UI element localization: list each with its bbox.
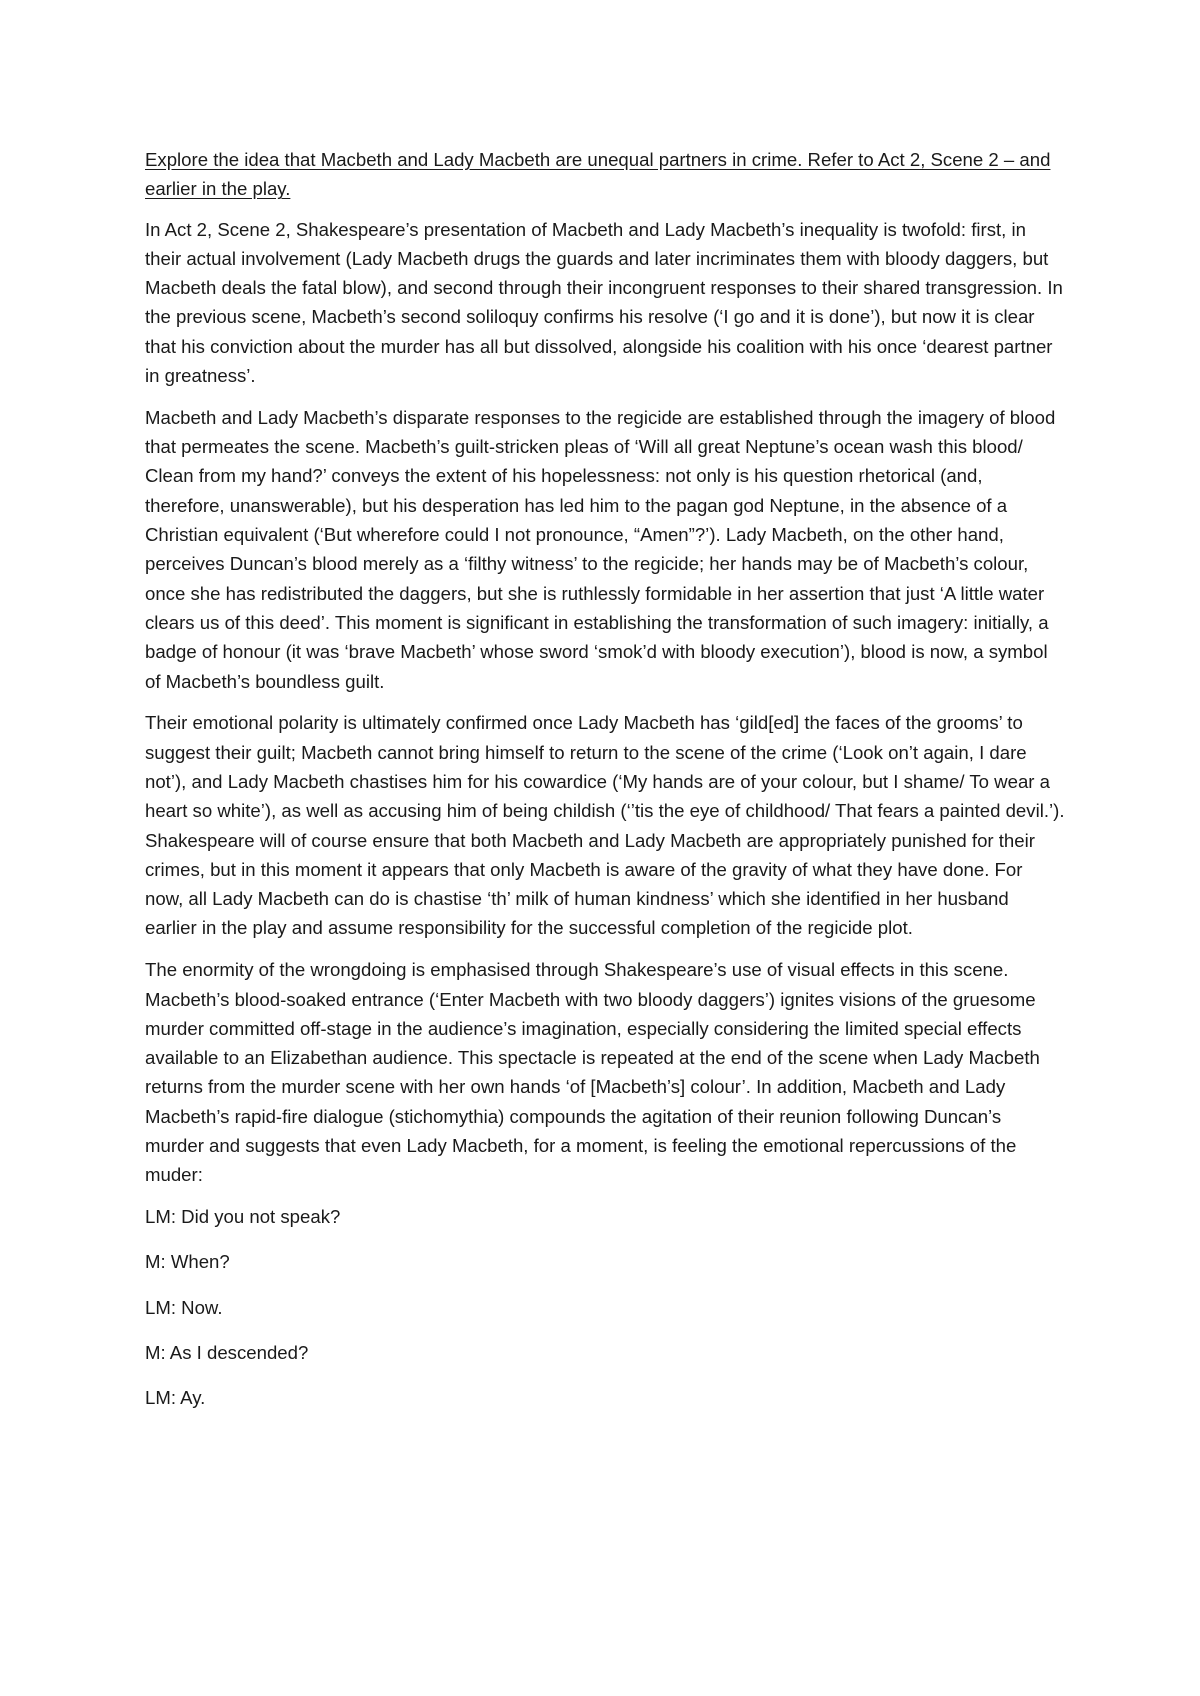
dialogue-line: LM: Now. — [145, 1296, 223, 1318]
dialogue-line: M: As I descended? — [145, 1341, 309, 1363]
dialogue-excerpt — [145, 1202, 1065, 1412]
dialogue-line: M: When? — [145, 1251, 230, 1273]
dialogue-line: LM: Ay. — [145, 1387, 206, 1409]
dialogue-line: LM: Did you not speak? — [145, 1206, 341, 1228]
paragraph-1: In Act 2, Scene 2, Shakespeare’s presentation of Macbeth and Lady Macbeth’s inequality is twofold: first, in their actual involvement (Lady Macbeth drugs the guards and later incriminates them with bloody daggers, but Macbeth deals the fatal blow), and second through their incongruent responses to their shared transgression. In the previous scene, Macbeth’s second soliloquy confirms his resolve (‘I go and it is done’), but now it is clear that his conviction about the murder has all but dissolved, alongside his coalition with his once ‘dearest partner in greatness’. — [145, 218, 1063, 387]
document-page — [145, 145, 1065, 1429]
paragraph-4: The enormity of the wrongdoing is emphasised through Shakespeare’s use of visual effects in this scene. Macbeth’s blood-soaked entrance (‘Enter Macbeth with two bloody daggers’) ignites visions of the gruesome murder committed off-stage in the audience’s imagination, especially considering the limited special effects available to an Elizabethan audience. This spectacle is repeated at the end of the scene when Lady Macbeth returns from the murder scene with her own hands ‘of [Macbeth’s] colour’. In addition, Macbeth and Lady Macbeth’s rapid-fire dialogue (stichomythia) compounds the agitation of their reunion following Duncan’s murder and suggests that even Lady Macbeth, for a moment, is feeling the emotional repercussions of the muder: — [145, 959, 1040, 1186]
paragraph-2: Macbeth and Lady Macbeth’s disparate responses to the regicide are established through the imagery of blood that permeates the scene. Macbeth’s guilt-stricken pleas of ‘Will all great Neptune’s ocean wash this blood/ Clean from my hand?’ conveys the extent of his hopelessness: not only is his question rhetorical (and, therefore, unanswerable), but his desperation has led him to the pagan god Neptune, in the absence of a Christian equivalent (‘But wherefore could I not pronounce, “Amen”?’). Lady Macbeth, on the other hand, perceives Duncan’s blood merely as a ‘filthy witness’ to the regicide; her hands may be of Macbeth’s colour, once she has redistributed the daggers, but she is ruthlessly formidable in her assertion that just ‘A little water clears us of this deed’. This moment is significant in establishing the transformation of such imagery: initially, a badge of honour (it was ‘brave Macbeth’ whose sword ‘smok’d with bloody execution’), blood is now, a symbol of Macbeth’s boundless guilt. — [145, 406, 1056, 692]
paragraph-3: Their emotional polarity is ultimately confirmed once Lady Macbeth has ‘gild[ed] the faces of the grooms’ to suggest their guilt; Macbeth cannot bring himself to return to the scene of the crime (‘Look on’t again, I dare not’), and Lady Macbeth chastises him for his cowardice (‘My hands are of your colour, but I shame/ To wear a heart so white’), as well as accusing him of being childish (‘’tis the eye of childhood/ That fears a painted devil.’). Shakespeare will of course ensure that both Macbeth and Lady Macbeth are appropriately punished for their crimes, but in this moment it appears that only Macbeth is aware of the gravity of what they have done. For now, all Lady Macbeth can do is chastise ‘th’ milk of human kindness’ which she identified in her husband earlier in the play and assume responsibility for the successful completion of the regicide plot. — [145, 712, 1065, 939]
essay-question-heading: Explore the idea that Macbeth and Lady Macbeth are unequal partners in crime. Refer to Act 2, Scene 2 – and earlier in the play. — [145, 149, 1051, 200]
